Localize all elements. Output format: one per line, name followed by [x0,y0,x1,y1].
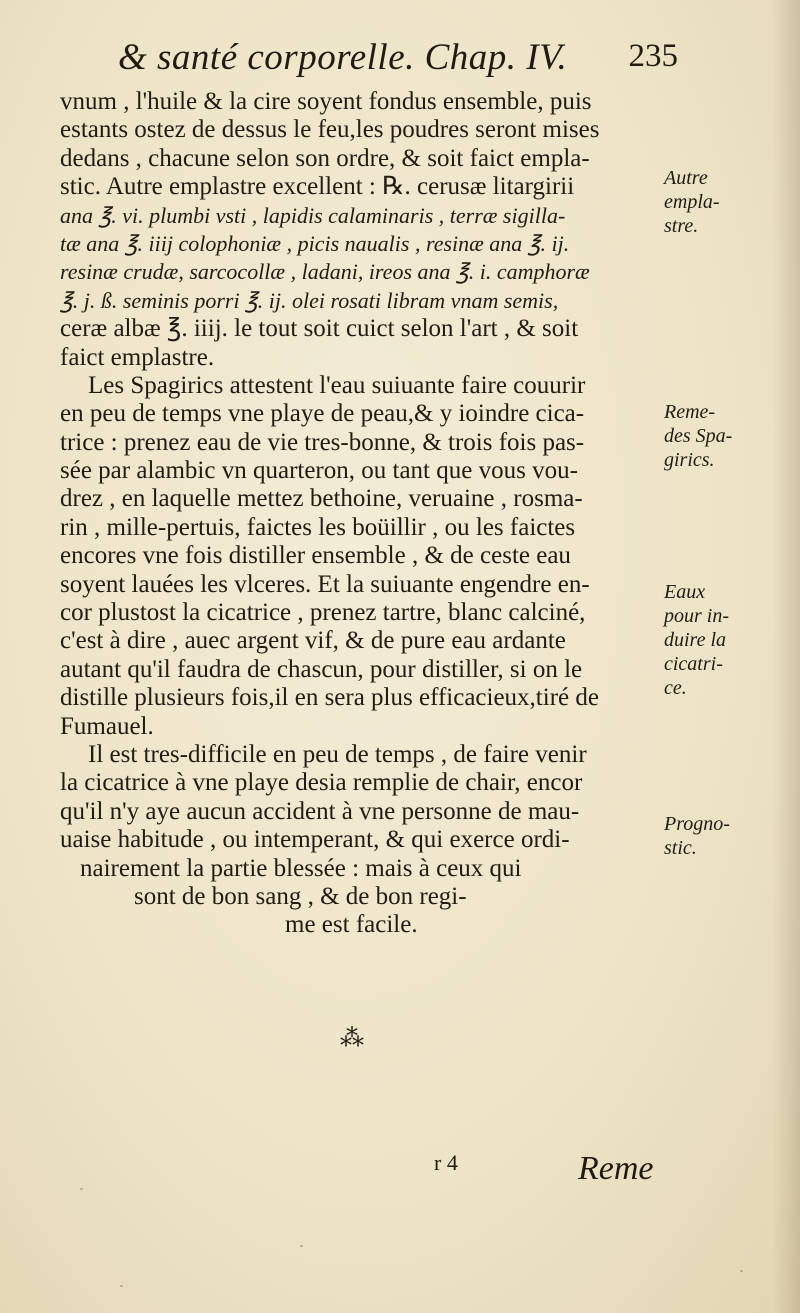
text-line: ceræ albæ ℥. iiij. le tout soit cuict selon l'art , & soit [60,315,579,343]
text-line: c'est à dire , auec argent vif, & de pure eau ardante [60,627,566,655]
text-line: vnum , l'huile & la cire soyent fondus ensemble, puis [60,88,592,115]
margin-note-line: stre. [664,215,699,237]
text-line: estants ostez de dessus le feu,les poudres seront mises [60,116,600,144]
margin-note-line: ce. [664,677,687,699]
margin-note-line: Progno- [664,813,730,835]
text-line: ℥. j. ß. seminis porri ℥. ij. olei rosati libram vnam semis, [60,287,559,313]
paper-speck [300,1245,303,1247]
asterism-ornament: ⁂ [340,1024,362,1052]
text-line: en peu de temps vne playe de peau,& y ioindre cica- [60,400,585,428]
text-line: sont de bon sang , & de bon regi- [134,882,467,910]
text-line: rin , mille-pertuis, faictes les boüillir , ou les faictes [60,513,576,541]
margin-note-line: empla- [664,191,720,213]
paper-speck [740,1270,743,1272]
text-line: encores vne fois distiller ensemble , & de ceste eau [60,542,571,570]
margin-note-line: stic. [664,837,697,859]
signature-mark: r 4 [434,1150,458,1175]
text-line: uaise habitude , ou intemperant, & qui exerce ordi- [60,826,570,854]
text-line: nairement la partie blessée : mais à ceux qui [80,854,522,882]
text-line: Fumauel. [60,712,154,740]
catchword: Reme [578,1150,654,1187]
margin-note-line: cicatri- [664,653,723,675]
text-line: sée par alambic vn quarteron, ou tant que vous vou- [60,457,578,485]
text-line: stic. Autre emplastre excellent : ℞. cerusæ litargirii [60,173,575,201]
text-line: distille plusieurs fois,il en sera plus efficacieux,tiré de [60,684,599,712]
paper-speck [120,1285,123,1287]
margin-note-eaux-cicatrice [664,580,794,700]
margin-note-line: Reme- [664,401,716,423]
text-line: cor plustost la cicatrice , prenez tartre, blanc calciné, [60,599,586,627]
margin-note-line: Eaux [664,581,706,603]
margin-note-line: des Spa- [664,425,733,447]
text-line: la cicatrice à vne playe desia remplie de chair, encor [60,769,583,797]
text-line: trice : prenez eau de vie tres-bonne, & trois fois pas- [60,428,585,456]
body-text [60,88,660,940]
text-line: autant qu'il faudra de chascun, pour distiller, si on le [60,655,583,683]
text-line: me est facile. [285,911,418,939]
text-line: tæ ana ℥. iiij colophoniæ , picis naualis , resinæ ana ℥. ij. [60,230,570,256]
paragraph-start-line: Les Spagirics attestent l'eau suiuante faire couurir [88,371,586,399]
margin-note-line: pour in- [664,605,729,627]
margin-note-line: Autre [664,167,708,189]
paragraph-start-line: Il est tres-difficile en peu de temps , de faire venir [88,740,587,768]
margin-note-prognostic [664,812,794,860]
text-line: faict emplastre. [60,343,215,371]
text-line: drez , en laquelle mettez bethoine, veruaine , rosma- [60,485,583,513]
page-header [118,36,678,86]
text-line: soyent lauées les vlceres. Et la suiuante engendre en- [60,570,590,598]
paper-speck [80,1188,83,1190]
text-line: dedans , chacune selon son ordre, & soit faict empla- [60,144,590,172]
margin-note-autre-emplastre [664,166,794,238]
margin-note-line: girics. [664,449,715,471]
text-line: resinæ crudæ, sarcocollæ , ladani, ireos ana ℥. i. camphoræ [60,259,590,285]
running-title: & santé corporelle. Chap. IV. [118,37,568,78]
text-line: qu'il n'y aye aucun accident à vne personne de mau- [60,797,580,825]
text-line: ana ℥. vi. plumbi vsti , lapidis calaminaris , terræ sigilla- [60,202,566,228]
page-number: 235 [628,38,678,74]
margin-note-line: duire la [664,629,727,651]
margin-note-remedes-spagirics [664,400,794,472]
